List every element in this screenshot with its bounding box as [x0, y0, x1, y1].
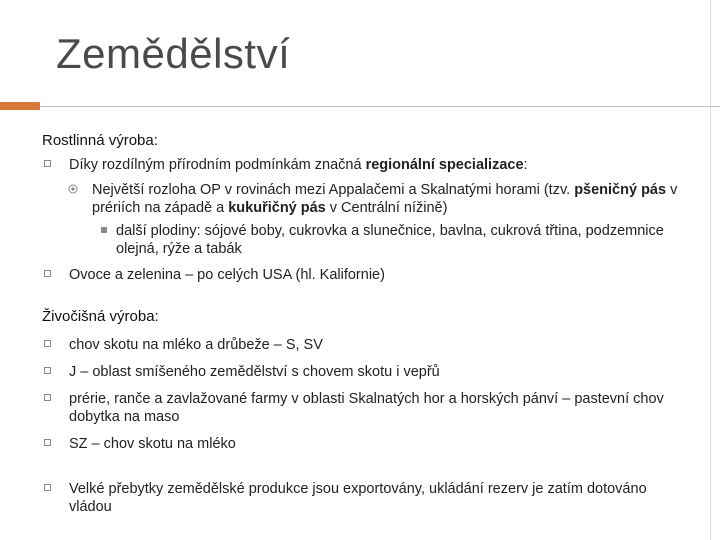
slide-title: Zemědělství [56, 30, 291, 77]
list-item: Ovoce a zelenina – po celých USA (hl. Kalifornie) [42, 266, 682, 284]
square-bullet-icon [44, 367, 51, 374]
square-bullet-icon [44, 270, 51, 277]
section-heading-plant: Rostlinná výroba: [42, 132, 158, 149]
square-bullet-icon [44, 160, 51, 167]
list-item: Velké přebytky zemědělské produkce jsou exportovány, ukládání rezerv je zatím dotováno vládou [42, 480, 682, 516]
right-border-line [710, 0, 711, 540]
list-item: prérie, ranče a zavlažované farmy v oblasti Skalnatých hor a horských pánví – pastevní chov dobytka na maso [42, 390, 682, 426]
square-bullet-icon [44, 340, 51, 347]
title-divider [40, 106, 720, 107]
list-item: Díky rozdílným přírodním podmínkám značná regionální specializace: [42, 156, 682, 174]
square-bullet-icon [44, 484, 51, 491]
sub-list-item: Největší rozloha OP v rovinách mezi Appalačemi a Skalnatými horami (tzv. pšeničný pás v prériích na západě a kukuřičný pás v Centrální nížině) [42, 181, 682, 217]
section-heading-animal: Živočišná výroba: [42, 308, 159, 325]
sub-sub-list-item: další plodiny: sójové boby, cukrovka a slunečnice, bavlna, cukrová třtina, podzemnice olejná, rýže a tabák [42, 222, 682, 258]
square-bullet-icon [44, 394, 51, 401]
accent-bar [0, 102, 40, 110]
list-item: J – oblast smíšeného zemědělství s chovem skotu i vepřů [42, 363, 682, 381]
slide-content [42, 132, 682, 516]
filled-square-bullet-icon [101, 227, 107, 233]
list-item: SZ – chov skotu na mléko [42, 435, 682, 453]
square-bullet-icon [44, 439, 51, 446]
target-bullet-icon [68, 184, 78, 194]
list-item: chov skotu na mléko a drůbeže – S, SV [42, 336, 682, 354]
